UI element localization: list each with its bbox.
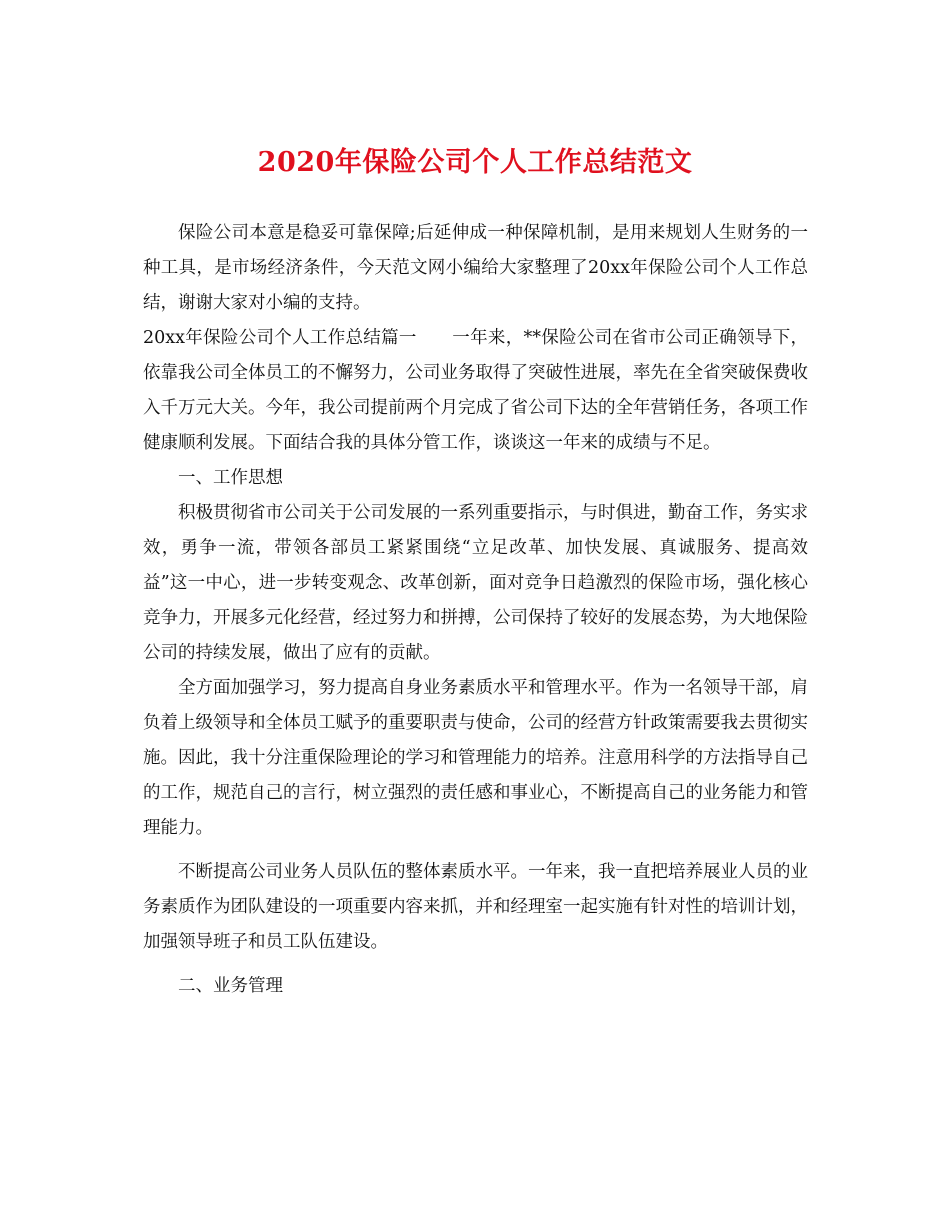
team-quality-paragraph: 不断提高公司业务人员队伍的整体素质水平。一年来，我一直把培养展业人员的业务素质作为团队建设的一项重要内容来抓，并和经理室一起实施有针对性的培训计划，加强领导班子和员工队伍建设。 — [143, 862, 808, 952]
section-heading-business-management: 二、业务管理 — [178, 976, 283, 996]
intro-paragraph: 保险公司本意是稳妥可靠保障;后延伸成一种保障机制，是用来规划人生财务的一种工具，是市场经济条件，今天范文网小编给大家整理了20xx年保险公司个人工作总结，谢谢大家对小编的支持。 — [143, 223, 808, 313]
document-title: 2020年保险公司个人工作总结范文 — [257, 147, 693, 178]
work-thought-paragraph: 积极贯彻省市公司关于公司发展的一系列重要指示，与时俱进，勤奋工作，务实求效，勇争一流，带领各部员工紧紧围绕“立足改革、加快发展、真诚服务、提高效益”这一中心，进一步转变观念、改革创新，面对竞争日趋激烈的保险市场，强化核心竞争力，开展多元化经营，经过努力和拼搏，公司保持了较好的发展态势，为大地保险公司的持续发展，做出了应有的贡献。 — [143, 503, 808, 663]
section-heading-work-thought: 一、工作思想 — [178, 468, 283, 488]
learning-paragraph: 全方面加强学习，努力提高自身业务素质水平和管理水平。作为一名领导干部，肩负着上级领导和全体员工赋予的重要职责与使命，公司的经营方针政策需要我去贯彻实施。因此，我十分注重保险理论的学习和管理能力的培养。注意用科学的方法指导自己的工作，规范自己的言行，树立强烈的责任感和事业心，不断提高自己的业务能力和管理能力。 — [143, 678, 808, 838]
article-one-paragraph: 20xx年保险公司个人工作总结篇一 一年来，**保险公司在省市公司正确领导下，依靠我公司全体员工的不懈努力，公司业务取得了突破性进展，率先在全省突破保费收入千万元大关。今年，我公司提前两个月完成了省公司下达的全年营销任务，各项工作健康顺利发展。下面结合我的具体分管工作，谈谈这一年来的成绩与不足。 — [143, 328, 808, 453]
document-body — [143, 216, 808, 1004]
